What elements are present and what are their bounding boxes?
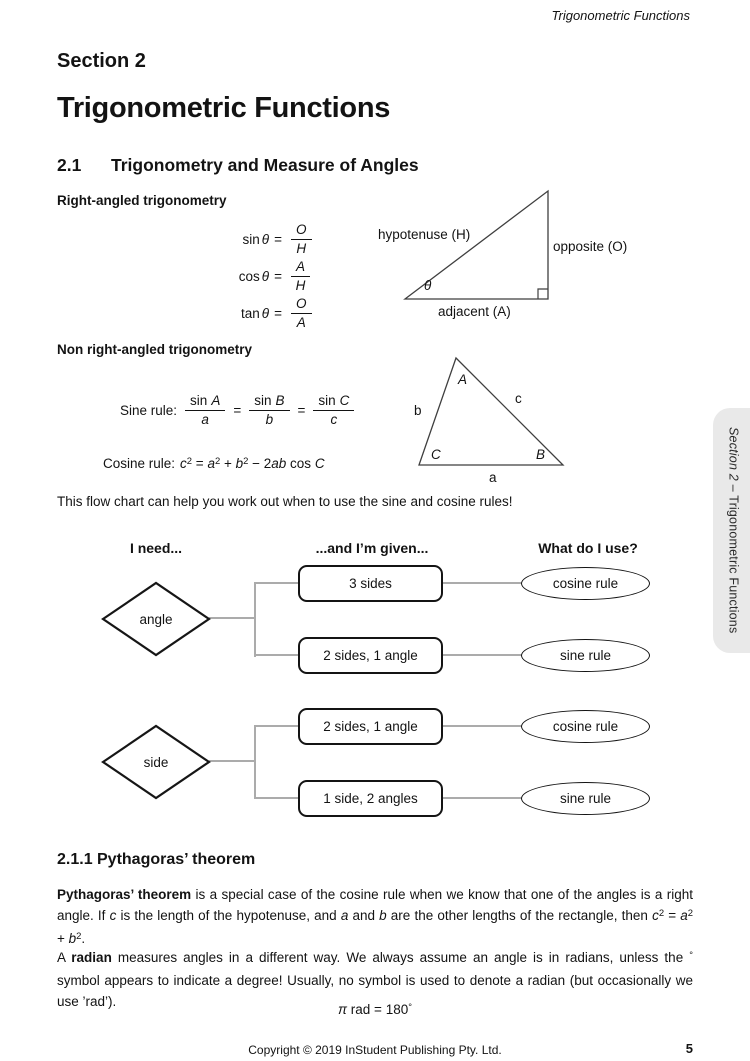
flow-connector xyxy=(254,726,256,799)
side-a-label: a xyxy=(489,470,497,485)
theta-symbol: θ xyxy=(261,232,270,247)
trig-ratio-formulas xyxy=(218,221,312,332)
equals-sign: = xyxy=(274,232,282,247)
flow-connector xyxy=(254,654,298,656)
cosine-rule-formula xyxy=(103,456,325,471)
section-side-tab-label: Section 2 – Trigonometric Functions xyxy=(726,427,741,634)
sin-fn: sin xyxy=(242,232,260,247)
equals-sign: = xyxy=(297,403,306,418)
opposite-label: opposite (O) xyxy=(553,239,628,254)
flow-column-given: ...and I’m given... xyxy=(315,540,429,556)
side-b-label: b xyxy=(414,403,422,418)
flow-connector xyxy=(443,654,521,656)
hypotenuse-label: hypotenuse (H) xyxy=(378,227,471,242)
flow-column-use: What do I use? xyxy=(538,540,638,556)
vertex-b-label: B xyxy=(536,447,546,462)
fraction: $\frac{\text{sin C}}{c}$ xyxy=(313,393,354,428)
vertex-a-label: A xyxy=(458,372,468,387)
page-number: 5 xyxy=(685,1041,693,1056)
theta-angle-label: θ xyxy=(424,278,432,293)
equals-sign: = xyxy=(274,306,282,321)
right-triangle-figure xyxy=(370,186,705,326)
heading-2-1-1-number: 2.1.1 xyxy=(57,851,93,868)
cosine-rule-label: Cosine rule: xyxy=(103,456,176,471)
flow-ellipse-use: cosine rule xyxy=(521,710,650,743)
sine-rule-formula xyxy=(120,393,354,428)
cos-formula xyxy=(218,258,312,295)
oblique-triangle-figure xyxy=(405,352,580,487)
footer-copyright: Copyright © 2019 InStudent Publishing Pty. Ltd. xyxy=(248,1043,502,1057)
section-side-tab xyxy=(713,408,750,653)
flowchart-intro: This flow chart can help you work out when to use the sine and cosine rules! xyxy=(57,494,513,509)
theta-symbol: θ xyxy=(261,269,270,284)
sin-formula xyxy=(218,221,312,258)
heading-2-1 xyxy=(57,155,419,176)
fraction: $\frac{\text{sin A}}{a}$ xyxy=(185,393,225,428)
flow-connector xyxy=(254,582,298,584)
flow-diamond-angle xyxy=(101,580,211,658)
fraction: $\frac{A}{H}$ xyxy=(291,259,310,294)
heading-2-1-title: Trigonometry and Measure of Angles xyxy=(111,155,419,175)
flow-diamond-side-label: side xyxy=(143,754,169,770)
flow-box-given: 3 sides xyxy=(298,565,443,602)
fraction: $\frac{O}{H}$ xyxy=(291,222,312,257)
flow-column-need: I need... xyxy=(129,540,183,556)
flow-connector xyxy=(254,797,298,799)
flow-connector xyxy=(209,617,256,619)
theta-symbol: θ xyxy=(261,306,270,321)
pythagoras-paragraph: Pythagoras’ theorem is a special case of the cosine rule when we know that one of the angles is a right angle. If c is the length of the hypotenuse, and a and b are the other lengths of the rectangle, then $c^2 = a^2 + b^2$. xyxy=(57,887,693,946)
oblique-triangle-drawing xyxy=(405,352,580,487)
flow-connector xyxy=(443,725,521,727)
cosine-rule-expression: $c^2 = a^2 + b^2 - 2ab$ cos C xyxy=(180,455,325,471)
equals-sign: = xyxy=(233,403,242,418)
fraction: $\frac{\text{sin B}}{b}$ xyxy=(249,393,289,428)
right-angle-marker xyxy=(538,289,548,299)
fraction: $\frac{O}{A}$ xyxy=(291,296,312,331)
right-angled-subheading: Right-angled trigonometry xyxy=(57,193,227,208)
flow-connector xyxy=(443,797,521,799)
flow-connector xyxy=(209,760,256,762)
sine-rule-label: Sine rule: xyxy=(120,403,178,418)
flow-connector xyxy=(254,583,256,657)
equals-sign: = xyxy=(274,269,282,284)
flow-diamond-angle-label: angle xyxy=(139,611,173,627)
right-triangle-drawing xyxy=(370,186,705,326)
tan-fn: tan xyxy=(241,306,260,321)
flow-ellipse-use: cosine rule xyxy=(521,567,650,600)
radian-paragraph: A radian measures angles in a different way. We always assume an angle is in radians, unless the ° symbol appears to indicate a degree! Usually, no symbol is used to denote a radian (but occasionally we use ’rad’). xyxy=(57,949,693,1009)
non-right-angled-subheading: Non right-angled trigonometry xyxy=(57,342,252,357)
flow-box-given: 1 side, 2 angles xyxy=(298,780,443,817)
heading-2-1-number: 2.1 xyxy=(57,155,82,175)
side-c-label: c xyxy=(515,391,522,406)
flow-connector xyxy=(443,582,521,584)
adjacent-label: adjacent (A) xyxy=(438,304,511,319)
heading-2-1-1 xyxy=(57,851,255,869)
flow-ellipse-use: sine rule xyxy=(521,639,650,672)
flow-diamond-side xyxy=(101,723,211,801)
pi-rad-formula: π rad = 180° xyxy=(338,1001,412,1017)
section-label: Section 2 xyxy=(57,50,146,72)
flow-box-given: 2 sides, 1 angle xyxy=(298,708,443,745)
flow-ellipse-use: sine rule xyxy=(521,782,650,815)
page-title: Trigonometric Functions xyxy=(57,92,391,124)
flow-box-given: 2 sides, 1 angle xyxy=(298,637,443,674)
cos-fn: cos xyxy=(238,269,260,284)
heading-2-1-1-title: Pythagoras’ theorem xyxy=(97,851,256,868)
flow-connector xyxy=(254,725,298,727)
tan-formula xyxy=(218,295,312,332)
running-header: Trigonometric Functions xyxy=(551,8,690,23)
vertex-c-label: C xyxy=(431,447,441,462)
